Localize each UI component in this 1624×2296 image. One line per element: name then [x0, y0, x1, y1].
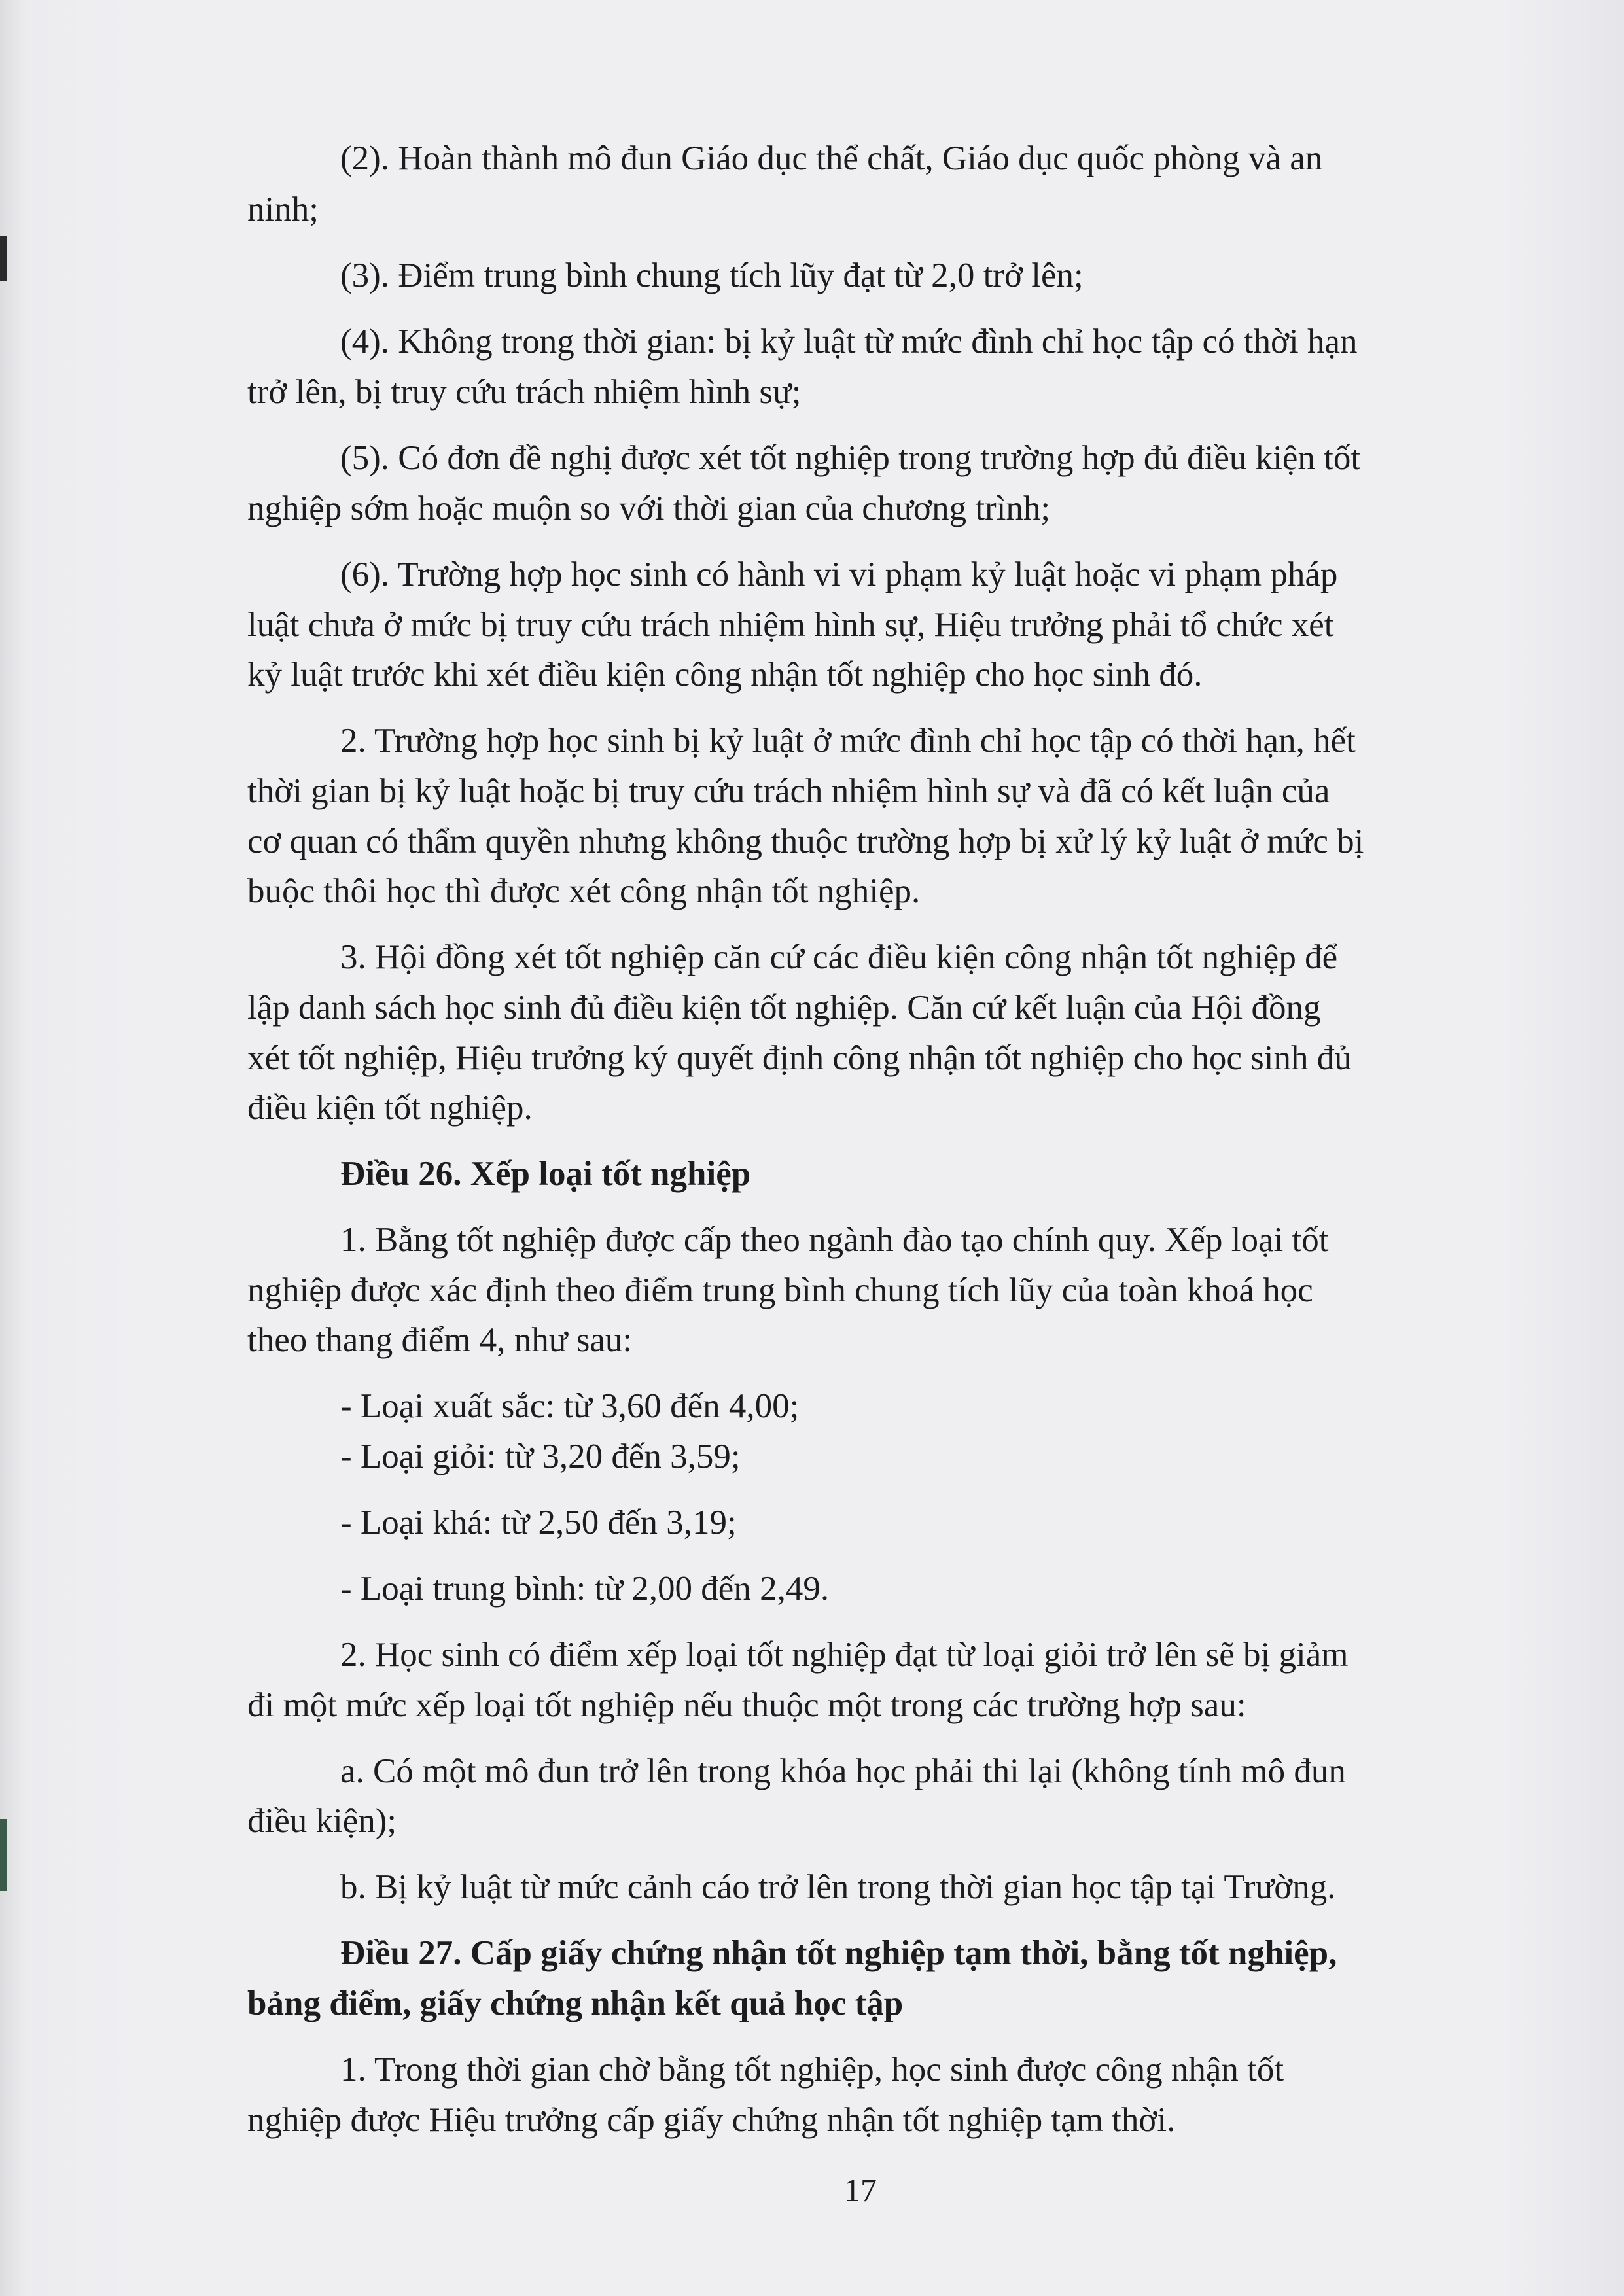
- text-line: trở lên, bị truy cứu trách nhiệm hình sự;: [247, 373, 802, 411]
- text-line: nghiệp được xác định theo điểm trung bình chung tích lũy của toàn khoá học: [247, 1271, 1313, 1309]
- text-line: b. Bị kỷ luật từ mức cảnh cáo trở lên trong thời gian học tập tại Trường.: [340, 1868, 1336, 1906]
- text-line: 2. Học sinh có điểm xếp loại tốt nghiệp đạt từ loại giỏi trở lên sẽ bị giảm: [340, 1636, 1349, 1674]
- text-line: nghiệp được Hiệu trưởng cấp giấy chứng nhận tốt nghiệp tạm thời.: [247, 2101, 1176, 2139]
- text-line: a. Có một mô đun trở lên trong khóa học phải thi lại (không tính mô đun: [340, 1752, 1346, 1790]
- text-line: nghiệp sớm hoặc muộn so với thời gian của chương trình;: [247, 489, 1051, 527]
- text-line: ninh;: [247, 190, 319, 228]
- text-line: (5). Có đơn đề nghị được xét tốt nghiệp trong trường hợp đủ điều kiện tốt: [340, 439, 1361, 477]
- article-heading: bảng điểm, giấy chứng nhận kết quả học tập: [247, 1985, 904, 2022]
- article-heading: Điều 27. Cấp giấy chứng nhận tốt nghiệp tạm thời, bằng tốt nghiệp,: [340, 1934, 1337, 1972]
- text-line: 1. Trong thời gian chờ bằng tốt nghiệp, học sinh được công nhận tốt: [340, 2051, 1284, 2089]
- text-line: buộc thôi học thì được xét công nhận tốt nghiệp.: [247, 872, 921, 910]
- text-line: điều kiện tốt nghiệp.: [247, 1089, 533, 1127]
- text-line: thời gian bị kỷ luật hoặc bị truy cứu trách nhiệm hình sự và đã có kết luận của: [247, 772, 1330, 810]
- text-line: 3. Hội đồng xét tốt nghiệp căn cứ các điều kiện công nhận tốt nghiệp để: [340, 938, 1338, 976]
- list-item: - Loại khá: từ 2,50 đến 3,19;: [340, 1504, 737, 1542]
- text-line: (3). Điểm trung bình chung tích lũy đạt từ 2,0 trở lên;: [340, 256, 1084, 294]
- text-line: lập danh sách học sinh đủ điều kiện tốt nghiệp. Căn cứ kết luận của Hội đồng: [247, 989, 1321, 1027]
- text-line: (6). Trường hợp học sinh có hành vi vi phạm kỷ luật hoặc vi phạm pháp: [340, 556, 1338, 593]
- list-item: - Loại giỏi: từ 3,20 đến 3,59;: [340, 1438, 741, 1475]
- article-heading: Điều 26. Xếp loại tốt nghiệp: [340, 1155, 751, 1193]
- page-number: 17: [844, 2172, 877, 2208]
- text-line: kỷ luật trước khi xét điều kiện công nhận tốt nghiệp cho học sinh đó.: [247, 656, 1203, 694]
- text-line: theo thang điểm 4, như sau:: [247, 1321, 633, 1359]
- list-item: - Loại xuất sắc: từ 3,60 đến 4,00;: [340, 1387, 800, 1425]
- text-line: xét tốt nghiệp, Hiệu trưởng ký quyết định công nhận tốt nghiệp cho học sinh đủ: [247, 1039, 1352, 1077]
- text-line: cơ quan có thẩm quyền nhưng không thuộc trường hợp bị xử lý kỷ luật ở mức bị: [247, 822, 1364, 860]
- list-item: - Loại trung bình: từ 2,00 đến 2,49.: [340, 1570, 830, 1608]
- text-line: (4). Không trong thời gian: bị kỷ luật từ mức đình chỉ học tập có thời hạn: [340, 323, 1358, 361]
- text-line: đi một mức xếp loại tốt nghiệp nếu thuộc một trong các trường hợp sau:: [247, 1686, 1246, 1724]
- text-line: 2. Trường hợp học sinh bị kỷ luật ở mức đình chỉ học tập có thời hạn, hết: [340, 722, 1356, 760]
- text-line: luật chưa ở mức bị truy cứu trách nhiệm hình sự, Hiệu trưởng phải tổ chức xét: [247, 606, 1334, 644]
- text-line: điều kiện);: [247, 1802, 397, 1840]
- text-line: 1. Bằng tốt nghiệp được cấp theo ngành đào tạo chính quy. Xếp loại tốt: [340, 1221, 1329, 1259]
- text-line: (2). Hoàn thành mô đun Giáo dục thể chất, Giáo dục quốc phòng và an: [340, 139, 1323, 177]
